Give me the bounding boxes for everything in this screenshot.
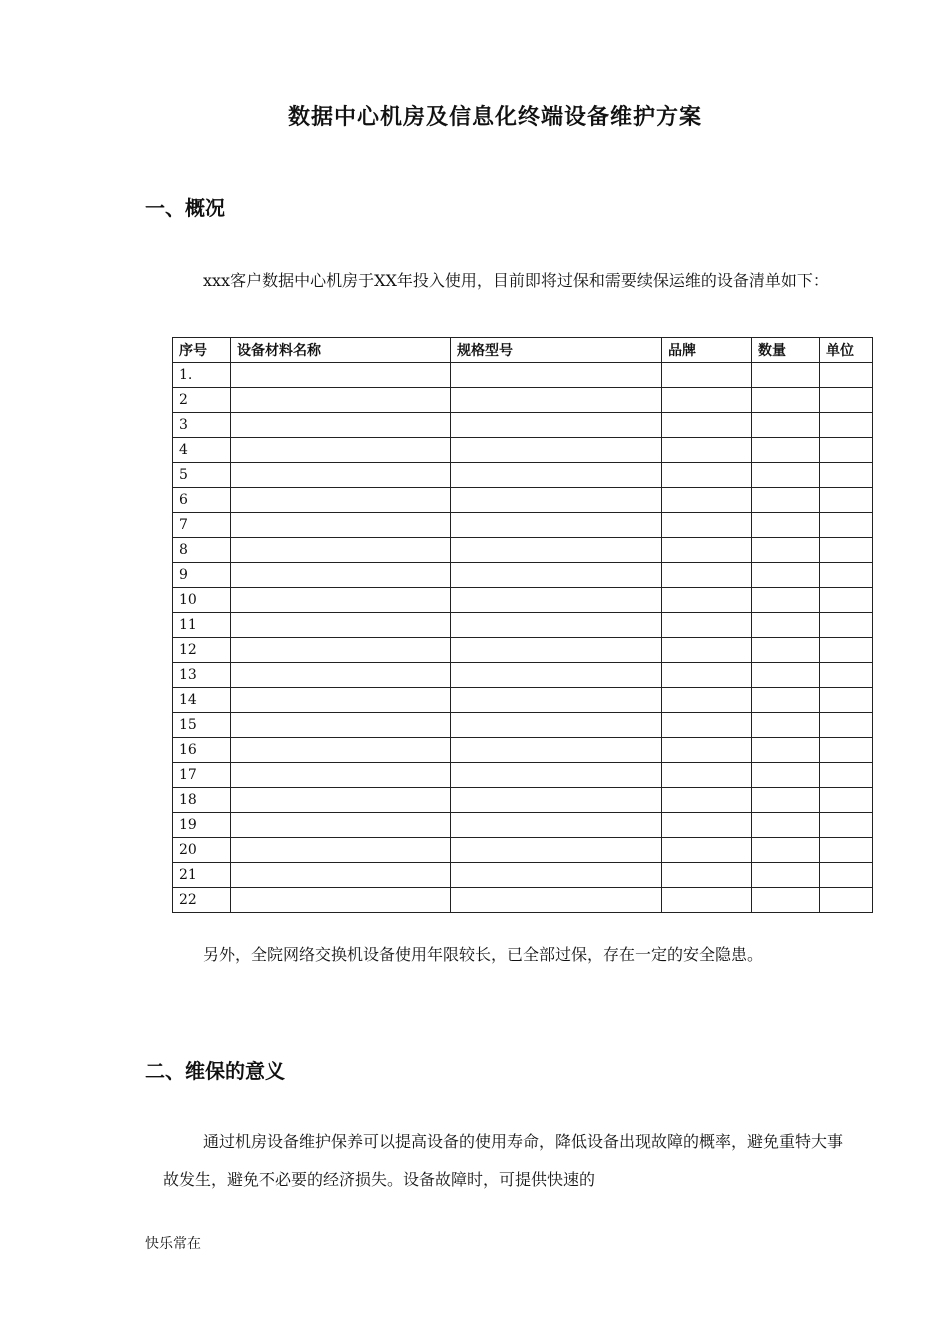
model-cell (451, 613, 662, 638)
quantity-cell (752, 513, 820, 538)
quantity-cell (752, 488, 820, 513)
equipment-name-cell (231, 838, 451, 863)
model-cell (451, 488, 662, 513)
equipment-name-cell (231, 613, 451, 638)
model-cell (451, 813, 662, 838)
table-row (173, 613, 873, 638)
model-cell (451, 413, 662, 438)
row-index-cell: 11 (173, 613, 231, 638)
equipment-name-cell (231, 488, 451, 513)
unit-cell (820, 738, 873, 763)
equipment-name-cell (231, 863, 451, 888)
equipment-name-cell (231, 738, 451, 763)
page-footer: 快乐常在 (145, 1236, 201, 1252)
model-cell (451, 738, 662, 763)
unit-cell (820, 838, 873, 863)
brand-cell (662, 838, 752, 863)
row-index-cell: 2 (173, 388, 231, 413)
unit-cell (820, 788, 873, 813)
unit-cell (820, 638, 873, 663)
after-table-paragraph: 另外，全院网络交换机设备使用年限较长，已全部过保，存在一定的安全隐患。 (203, 945, 764, 964)
equipment-name-cell (231, 638, 451, 663)
quantity-cell (752, 388, 820, 413)
brand-cell (662, 488, 752, 513)
quantity-cell (752, 463, 820, 488)
row-index-cell: 17 (173, 763, 231, 788)
table-row (173, 588, 873, 613)
brand-cell (662, 663, 752, 688)
table-row (173, 488, 873, 513)
document-title: 数据中心机房及信息化终端设备维护方案 (287, 105, 702, 130)
brand-cell (662, 763, 752, 788)
table-row (173, 538, 873, 563)
equipment-name-cell (231, 888, 451, 913)
row-index-cell: 10 (173, 588, 231, 613)
equipment-name-cell (231, 363, 451, 388)
quantity-cell (752, 838, 820, 863)
equipment-name-cell (231, 538, 451, 563)
unit-cell (820, 588, 873, 613)
model-cell (451, 513, 662, 538)
col-header-equipment-name: 设备材料名称 (231, 338, 451, 363)
row-index-cell: 16 (173, 738, 231, 763)
unit-cell (820, 538, 873, 563)
quantity-cell (752, 588, 820, 613)
equipment-name-cell (231, 563, 451, 588)
col-header-brand: 品牌 (662, 338, 752, 363)
model-cell (451, 363, 662, 388)
row-index-cell: 9 (173, 563, 231, 588)
brand-cell (662, 738, 752, 763)
quantity-cell (752, 413, 820, 438)
brand-cell (662, 813, 752, 838)
model-cell (451, 713, 662, 738)
brand-cell (662, 363, 752, 388)
table-row (173, 663, 873, 688)
brand-cell (662, 788, 752, 813)
row-index-cell: 12 (173, 638, 231, 663)
quantity-cell (752, 638, 820, 663)
model-cell (451, 688, 662, 713)
table-row (173, 563, 873, 588)
table-row (173, 838, 873, 863)
model-cell (451, 763, 662, 788)
table-row (173, 413, 873, 438)
section-heading-significance: 二、维保的意义 (145, 1059, 285, 1083)
model-cell (451, 863, 662, 888)
model-cell (451, 538, 662, 563)
table-row (173, 688, 873, 713)
model-cell (451, 588, 662, 613)
brand-cell (662, 388, 752, 413)
brand-cell (662, 538, 752, 563)
equipment-name-cell (231, 713, 451, 738)
quantity-cell (752, 538, 820, 563)
equipment-name-cell (231, 688, 451, 713)
brand-cell (662, 688, 752, 713)
table-body (173, 363, 873, 913)
row-index-cell: 19 (173, 813, 231, 838)
equipment-name-cell (231, 588, 451, 613)
unit-cell (820, 388, 873, 413)
quantity-cell (752, 613, 820, 638)
quantity-cell (752, 738, 820, 763)
row-index-cell: 4 (173, 438, 231, 463)
quantity-cell (752, 438, 820, 463)
brand-cell (662, 513, 752, 538)
quantity-cell (752, 688, 820, 713)
model-cell (451, 463, 662, 488)
row-index-cell: 6 (173, 488, 231, 513)
table-row (173, 738, 873, 763)
row-index-cell: 5 (173, 463, 231, 488)
brand-cell (662, 413, 752, 438)
unit-cell (820, 463, 873, 488)
unit-cell (820, 763, 873, 788)
brand-cell (662, 438, 752, 463)
table-row (173, 813, 873, 838)
equipment-name-cell (231, 438, 451, 463)
table-row (173, 363, 873, 388)
unit-cell (820, 713, 873, 738)
quantity-cell (752, 888, 820, 913)
unit-cell (820, 813, 873, 838)
unit-cell (820, 888, 873, 913)
unit-cell (820, 513, 873, 538)
col-header-quantity: 数量 (752, 338, 820, 363)
row-index-cell: 1. (173, 363, 231, 388)
col-header-model: 规格型号 (451, 338, 662, 363)
equipment-table (172, 337, 873, 913)
equipment-name-cell (231, 463, 451, 488)
quantity-cell (752, 863, 820, 888)
table-row (173, 888, 873, 913)
equipment-name-cell (231, 813, 451, 838)
model-cell (451, 638, 662, 663)
row-index-cell: 20 (173, 838, 231, 863)
brand-cell (662, 888, 752, 913)
brand-cell (662, 613, 752, 638)
model-cell (451, 838, 662, 863)
unit-cell (820, 688, 873, 713)
unit-cell (820, 413, 873, 438)
col-header-index: 序号 (173, 338, 231, 363)
table-row (173, 438, 873, 463)
unit-cell (820, 438, 873, 463)
quantity-cell (752, 363, 820, 388)
equipment-name-cell (231, 763, 451, 788)
unit-cell (820, 863, 873, 888)
col-header-unit: 单位 (820, 338, 873, 363)
significance-paragraph: 通过机房设备维护保养可以提高设备的使用寿命，降低设备出现故障的概率，避免重特大事故发生，避免不必要的经济损失。设备故障时，可提供快速的 (163, 1132, 844, 1189)
model-cell (451, 888, 662, 913)
table-row (173, 763, 873, 788)
equipment-name-cell (231, 788, 451, 813)
quantity-cell (752, 663, 820, 688)
table-row (173, 388, 873, 413)
model-cell (451, 563, 662, 588)
unit-cell (820, 663, 873, 688)
equipment-name-cell (231, 413, 451, 438)
model-cell (451, 438, 662, 463)
brand-cell (662, 638, 752, 663)
row-index-cell: 14 (173, 688, 231, 713)
table-row (173, 863, 873, 888)
equipment-name-cell (231, 513, 451, 538)
row-index-cell: 22 (173, 888, 231, 913)
row-index-cell: 3 (173, 413, 231, 438)
quantity-cell (752, 563, 820, 588)
section-heading-overview: 一、概况 (145, 196, 225, 220)
row-index-cell: 18 (173, 788, 231, 813)
row-index-cell: 8 (173, 538, 231, 563)
quantity-cell (752, 763, 820, 788)
quantity-cell (752, 713, 820, 738)
model-cell (451, 663, 662, 688)
quantity-cell (752, 813, 820, 838)
equipment-name-cell (231, 663, 451, 688)
table-row (173, 513, 873, 538)
unit-cell (820, 613, 873, 638)
row-index-cell: 7 (173, 513, 231, 538)
overview-intro-paragraph: xxx客户数据中心机房于XX年投入使用，目前即将过保和需要续保运维的设备清单如下： (203, 271, 829, 290)
table-row (173, 713, 873, 738)
table-row (173, 638, 873, 663)
row-index-cell: 13 (173, 663, 231, 688)
brand-cell (662, 863, 752, 888)
model-cell (451, 788, 662, 813)
equipment-name-cell (231, 388, 451, 413)
brand-cell (662, 463, 752, 488)
model-cell (451, 388, 662, 413)
quantity-cell (752, 788, 820, 813)
table-row (173, 788, 873, 813)
brand-cell (662, 588, 752, 613)
row-index-cell: 21 (173, 863, 231, 888)
row-index-cell: 15 (173, 713, 231, 738)
unit-cell (820, 563, 873, 588)
table-header-row (173, 338, 873, 363)
unit-cell (820, 363, 873, 388)
brand-cell (662, 563, 752, 588)
brand-cell (662, 713, 752, 738)
unit-cell (820, 488, 873, 513)
table-row (173, 463, 873, 488)
